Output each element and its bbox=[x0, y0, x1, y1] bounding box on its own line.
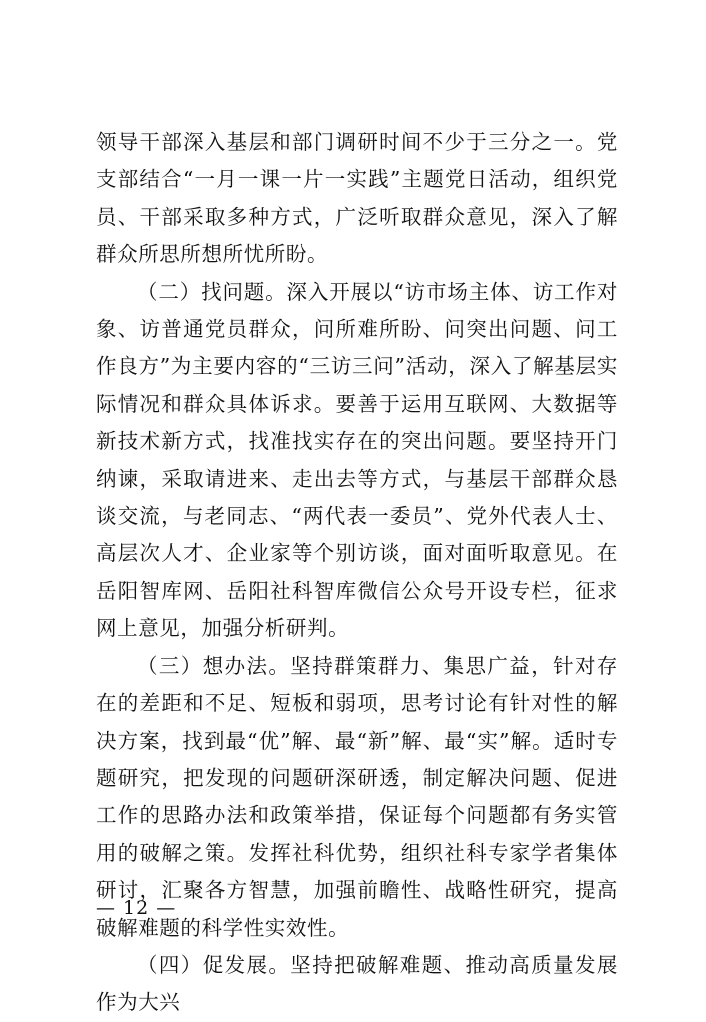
page-number: — 12 — bbox=[96, 897, 177, 919]
paragraph-continuation: 领导干部深入基层和部门调研时间不少于三分之一。党支部结合“一月一课一片一实践”主题党日活动，组织党员、干部采取多种方式，广泛听取群众意见，深入了解群众所思所想所忧所盼。 bbox=[96, 130, 618, 267]
body-text bbox=[96, 124, 618, 1022]
paragraph-find-problems: （二）找问题。深入开展以“访市场主体、访工作对象、访普通党员群众，问所难所盼、问突出问题、问工作良方”为主要内容的“三访三问”活动，深入了解基层实际情况和群众具体诉求。要善于运用互联网、大数据等新技术新方式，找准找实存在的突出问题。要坚持开门纳谏，采取请进来、走出去等方式，与基层干部群众恳谈交流，与老同志、“两代表一委员”、党外代表人士、高层次人才、企业家等个别访谈，面对面听取意见。在岳阳智库网、岳阳社科智库微信公众号开设专栏，征求网上意见，加强分析研判。 bbox=[96, 279, 618, 641]
paragraph-find-solutions: （三）想办法。坚持群策群力、集思广益，针对存在的差距和不足、短板和弱项，思考讨论有针对性的解决方案，找到最“优”解、最“新”解、最“实”解。适时专题研究，把发现的问题研深研透，制定解决问题、促进工作的思路办法和政策举措，保证每个问题都有务实管用的破解之策。发挥社科优势，组织社科专家学者集体研讨，汇聚各方智慧，加强前瞻性、战略性研究，提高破解难题的科学性实效性。 bbox=[96, 653, 618, 940]
paragraph-promote-development: （四）促发展。坚持把破解难题、推动高质量发展作为大兴 bbox=[96, 952, 618, 1015]
